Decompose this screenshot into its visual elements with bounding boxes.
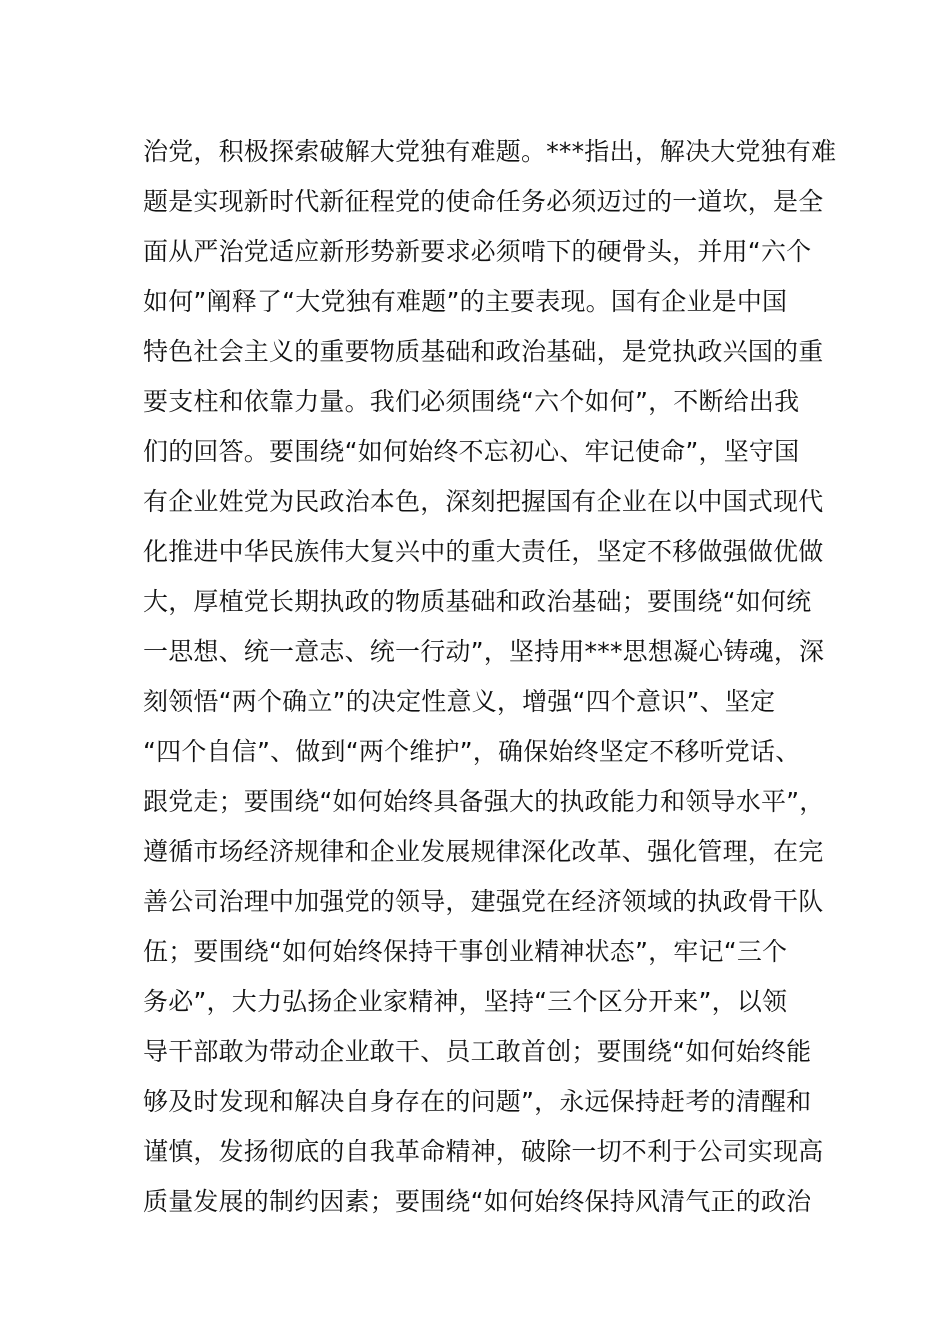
text-line: “四个自信”、做到“两个维护”，确保始终坚定不移听党话、 (143, 737, 801, 766)
text-line: 们的回答。要围绕“如何始终不忘初心、牢记使命”，坚守国 (143, 437, 800, 466)
text-line: 面从严治党适应新形势新要求必须啃下的硬骨头，并用“六个 (143, 237, 812, 266)
text-line: 善公司治理中加强党的领导，建强党在经济领域的执政骨干队 (143, 887, 824, 916)
text-line: 伍；要围绕“如何始终保持干事创业精神状态”，牢记“三个 (143, 937, 788, 966)
text-line: 化推进中华民族伟大复兴中的重大责任，坚定不移做强做优做 (143, 537, 824, 566)
text-line: 遵循市场经济规律和企业发展规律深化改革、强化管理，在完 (143, 837, 824, 866)
text-line: 如何”阐释了“大党独有难题”的主要表现。国有企业是中国 (143, 287, 788, 316)
text-line: 题是实现新时代新征程党的使命任务必须迈过的一道坎，是全 (143, 187, 824, 216)
text-line: 要支柱和依靠力量。我们必须围绕“六个如何”，不断给出我 (143, 387, 800, 416)
text-line: 质量发展的制约因素；要围绕“如何始终保持风清气正的政治 (143, 1187, 812, 1216)
text-line: 大，厚植党长期执政的物质基础和政治基础；要围绕“如何统 (143, 587, 812, 616)
text-line: 有企业姓党为民政治本色，深刻把握国有企业在以中国式现代 (143, 487, 824, 516)
text-line: 一思想、统一意志、统一行动”，坚持用***思想凝心铸魂，深 (143, 637, 825, 666)
text-line: 务必”，大力弘扬企业家精神，坚持“三个区分开来”，以领 (143, 987, 788, 1016)
text-line: 跟党走；要围绕“如何始终具备强大的执政能力和领导水平”， (143, 787, 825, 816)
text-line: 治党，积极探索破解大党独有难题。***指出，解决大党独有难 (143, 137, 837, 166)
body-paragraph (143, 127, 837, 1227)
text-line: 特色社会主义的重要物质基础和政治基础，是党执政兴国的重 (143, 337, 824, 366)
text-line: 谨慎，发扬彻底的自我革命精神，破除一切不利于公司实现高 (143, 1137, 824, 1166)
text-line: 刻领悟“两个确立”的决定性意义，增强“四个意识”、坚定 (143, 687, 776, 716)
text-line: 导干部敢为带动企业敢干、员工敢首创；要围绕“如何始终能 (143, 1037, 812, 1066)
text-line: 够及时发现和解决自身存在的问题”，永远保持赶考的清醒和 (143, 1087, 812, 1116)
